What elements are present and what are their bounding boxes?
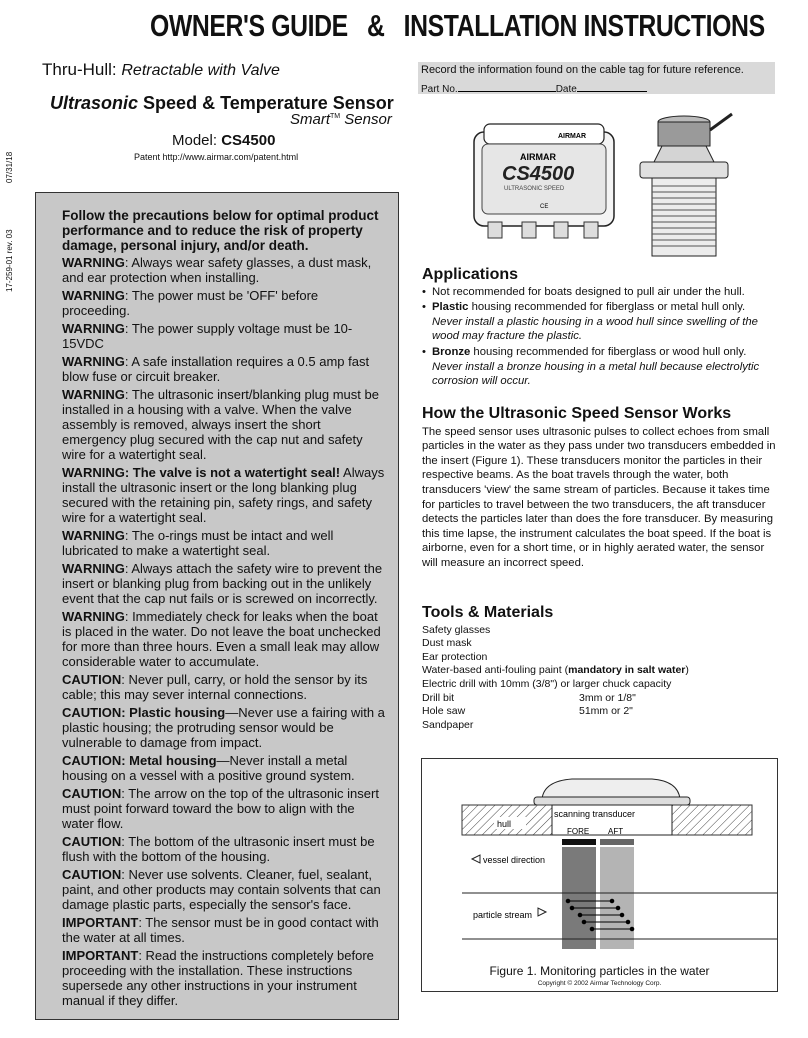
fore-beam	[562, 847, 596, 949]
warnings-intro: Follow the precautions below for optimal product performance and to reduce the risk of property damage, personal injury, and/or death.	[62, 208, 379, 253]
doc-code: 17-259-01 rev. 03	[5, 229, 14, 292]
tools-heading: Tools & Materials	[422, 604, 554, 621]
tool-emphasis: mandatory in salt water	[568, 664, 686, 677]
warning-item	[62, 321, 387, 351]
application-item	[432, 345, 778, 389]
warning-label: WARNING	[62, 528, 125, 543]
warning-item	[62, 672, 387, 702]
thru-hull-housing-image	[640, 114, 732, 256]
warning-text: —Never install a metal housing on a vessel with a positive ground system.	[62, 753, 355, 783]
application-material: Bronze	[432, 345, 471, 358]
page-title	[150, 8, 765, 44]
vessel-arrow-icon	[472, 855, 480, 863]
smart-word: Smart	[290, 111, 331, 128]
warning-item	[62, 288, 387, 318]
tool-name: Electric drill with 10mm (3/8") or larger chuck capacity	[422, 677, 672, 690]
application-note: Never install a bronze housing in a metal hull because electrolytic corrosion will occur.	[432, 360, 760, 388]
tool-size: 51mm or 2"	[579, 705, 633, 718]
smart-sensor-label	[290, 111, 392, 128]
warning-text: : Always wear safety glasses, a dust mask, and ear protection when installing.	[62, 255, 372, 285]
particle-stream-label: particle stream	[473, 910, 533, 920]
warning-item	[62, 948, 387, 1008]
tool-name: Water-based anti-fouling paint (	[422, 664, 569, 677]
warning-text: : Always attach the safety wire to prevent the insert or blanking plug from backing out in the unlikely event that the cap nut fails or is screwed on incorrectly.	[62, 561, 383, 606]
warning-item	[62, 387, 387, 462]
warning-item	[62, 255, 387, 285]
tools-section	[422, 606, 778, 732]
application-text: housing recommended for fiberglass or metal hull only.	[468, 301, 746, 314]
warning-text: : The power must be 'OFF' before proceeding.	[62, 288, 319, 318]
stream-arrow-icon	[538, 908, 546, 916]
application-text: housing recommended for fiberglass or wood hull only.	[470, 345, 747, 358]
box-subtitle: ULTRASONIC SPEED	[504, 186, 565, 192]
tool-item	[422, 678, 778, 692]
figure-caption: Figure 1. Monitoring particles in the water	[489, 964, 710, 978]
warning-label: WARNING	[62, 354, 125, 369]
tool-item	[422, 719, 778, 733]
warning-item	[62, 867, 387, 912]
sensor-title-rest: Speed & Temperature Sensor	[143, 93, 394, 113]
warning-text: : Never use solvents. Cleaner, fuel, sealant, paint, and other products may contain solvents that can damage plastic parts, especially the sensor's face.	[62, 867, 381, 912]
tool-name: Dust mask	[422, 637, 472, 650]
box-brand: AIRMAR	[520, 152, 556, 162]
warning-item	[62, 834, 387, 864]
warning-text: Always install the ultrasonic insert or the long blanking plug secured with the retaining pin, safety rings, and safety wire for a watertight seal.	[62, 465, 385, 525]
record-instruction: Record the information found on the cable tag for future reference.	[421, 64, 744, 76]
model-line	[172, 132, 275, 149]
warning-text: : The power supply voltage must be 10-15VDC	[62, 321, 353, 351]
warning-item	[62, 753, 387, 783]
tool-item	[422, 651, 778, 665]
warning-label: WARNING	[62, 321, 125, 336]
part-date-line	[421, 81, 647, 95]
date-code: 07/31/18	[5, 151, 14, 183]
warning-items	[62, 255, 387, 1008]
tool-item	[422, 637, 778, 651]
warning-text: : The bottom of the ultrasonic insert must be flush with the bottom of the housing.	[62, 834, 375, 864]
figure-diagram	[422, 759, 777, 964]
warning-label: CAUTION	[62, 834, 122, 849]
hull-label: hull	[497, 819, 512, 829]
application-item	[432, 285, 778, 300]
warning-text: : The arrow on the top of the ultrasonic insert must point forward toward the bow to align with the water flow.	[62, 786, 379, 831]
aft-label: AFT	[608, 827, 624, 836]
warning-item	[62, 609, 387, 669]
date-label: Date	[555, 84, 577, 95]
warning-label: CAUTION: Metal housing	[62, 753, 217, 768]
tool-item	[422, 624, 778, 638]
part-label: Part No.	[421, 84, 458, 95]
warning-label: IMPORTANT	[62, 948, 139, 963]
fore-label: FORE	[567, 827, 590, 836]
warning-item	[62, 465, 387, 525]
tools-list	[422, 624, 778, 733]
sensor-flange	[534, 797, 690, 805]
warning-text: : Never pull, carry, or hold the sensor by its cable; this may sever internal connections.	[62, 672, 368, 702]
warning-item	[62, 528, 387, 558]
warning-text: —Never use a fairing with a plastic housing; the protruding sensor would be vulnerable to damage from impact.	[62, 705, 385, 750]
tool-item	[422, 705, 778, 719]
patent-line: Patent http://www.airmar.com/patent.html	[134, 152, 299, 162]
sensor-dome	[542, 779, 680, 799]
hull-right	[672, 805, 752, 835]
model-value: CS4500	[221, 132, 276, 149]
product-illustration	[470, 110, 770, 265]
product-type	[42, 60, 280, 80]
warnings-box	[35, 192, 399, 1020]
warning-text: : The o-rings must be intact and well lubricated to make a watertight seal.	[62, 528, 334, 558]
warning-label: CAUTION	[62, 672, 122, 687]
record-info-box	[418, 62, 775, 94]
application-material: Plastic	[432, 301, 469, 314]
tool-size: 3mm or 1/8"	[579, 691, 636, 704]
warning-label: IMPORTANT	[62, 915, 139, 930]
trademark: TM	[330, 113, 341, 120]
aft-transducer	[600, 839, 634, 845]
title-owners-guide: OWNER'S GUIDE	[150, 8, 348, 43]
tool-item	[422, 664, 778, 678]
warning-label: CAUTION: Plastic housing	[62, 705, 226, 720]
tool-name: Ear protection	[422, 650, 488, 663]
how-it-works-heading: How the Ultrasonic Speed Sensor Works	[422, 405, 732, 422]
box-model: CS4500	[502, 163, 575, 185]
application-note: Never install a plastic housing in a wood hull since swelling of the wood may fracture the plastic.	[432, 315, 758, 343]
box-brand-small: AIRMAR	[558, 133, 586, 140]
product-subtype: Retractable with Valve	[121, 62, 280, 79]
warning-text: : The sensor must be in good contact with the water at all times.	[62, 915, 379, 945]
warning-item	[62, 786, 387, 831]
warning-item	[62, 354, 387, 384]
warning-label: WARNING: The valve is not a watertight seal!	[62, 465, 341, 480]
warnings-list	[62, 208, 387, 1011]
warning-text: : Read the instructions completely before proceeding with the installation. These instructions supersede any other instructions in your instrument manual if they differ.	[62, 948, 374, 1008]
how-it-works-body: The speed sensor uses ultrasonic pulses to collect echoes from small particles in the water as they pass under two transducers embedded in the insert (Figure 1). These transducers monitor the particles in their respective beams. As the boat travels through the water, both transducers 'view' the same stream of particles. Because it takes time for particles to travel between the two transducers, the aft transducer detects the particles later than does the fore transducer. By measuring this time lapse, the instrument calculates the boat speed. If the boat is airborne, even for a short time, or in highly aerated water, the sensor will measure an incorrect speed.	[422, 425, 776, 569]
cs4500-box-image	[474, 124, 614, 238]
warning-label: WARNING	[62, 387, 125, 402]
application-text: Not recommended for boats designed to pull air under the hull.	[432, 285, 745, 298]
fore-transducer	[562, 839, 596, 845]
box-ce-mark: CE	[540, 204, 549, 210]
applications-list	[422, 285, 778, 389]
date-blank[interactable]	[577, 81, 647, 92]
title-ampersand: &	[366, 8, 385, 43]
sensor-title-italic: Ultrasonic	[50, 93, 139, 113]
smart-sensor-word: Sensor	[344, 111, 392, 128]
applications-heading: Applications	[422, 266, 519, 283]
figure-copyright: Copyright © 2002 Airmar Technology Corp.	[537, 980, 662, 987]
tool-name: Hole saw	[422, 705, 466, 718]
figure-1	[421, 758, 778, 992]
tool-name: Safety glasses	[422, 623, 491, 636]
warning-item	[62, 705, 387, 750]
warning-text: : A safe installation requires a 0.5 amp fast blow fuse or circuit breaker.	[62, 354, 370, 384]
how-it-works-section	[422, 407, 778, 571]
vessel-direction-label: vessel direction	[483, 855, 546, 865]
warning-label: WARNING	[62, 561, 125, 576]
application-item	[432, 300, 778, 344]
warning-label: WARNING	[62, 255, 125, 270]
tool-name-end: )	[685, 664, 689, 677]
warning-label: WARNING	[62, 609, 125, 624]
part-blank[interactable]	[458, 81, 556, 92]
tool-name: Sandpaper	[422, 718, 474, 731]
warning-label: CAUTION	[62, 786, 122, 801]
warning-label: CAUTION	[62, 867, 122, 882]
warning-label: WARNING	[62, 288, 125, 303]
warning-text: : The ultrasonic insert/blanking plug must be installed in a housing with a valve. When the valve assembly is removed, always insert the short emergency plug secured with the cap nut and safety wire for a watertight seal.	[62, 387, 379, 462]
applications-section	[422, 268, 778, 390]
model-label: Model:	[172, 132, 218, 149]
tool-item	[422, 692, 778, 706]
warning-text: : Immediately check for leaks when the boat is placed in the water. Do not leave the boat unchecked for more than three hours. Even a small leak may allow considerable water to accumulate.	[62, 609, 381, 669]
tool-name: Drill bit	[422, 691, 455, 704]
product-type-label: Thru-Hull:	[42, 60, 117, 79]
aft-beam	[600, 847, 634, 949]
scanning-label: scanning transducer	[554, 809, 636, 819]
title-installation: INSTALLATION INSTRUCTIONS	[403, 8, 765, 43]
warning-item	[62, 915, 387, 945]
warning-item	[62, 561, 387, 606]
